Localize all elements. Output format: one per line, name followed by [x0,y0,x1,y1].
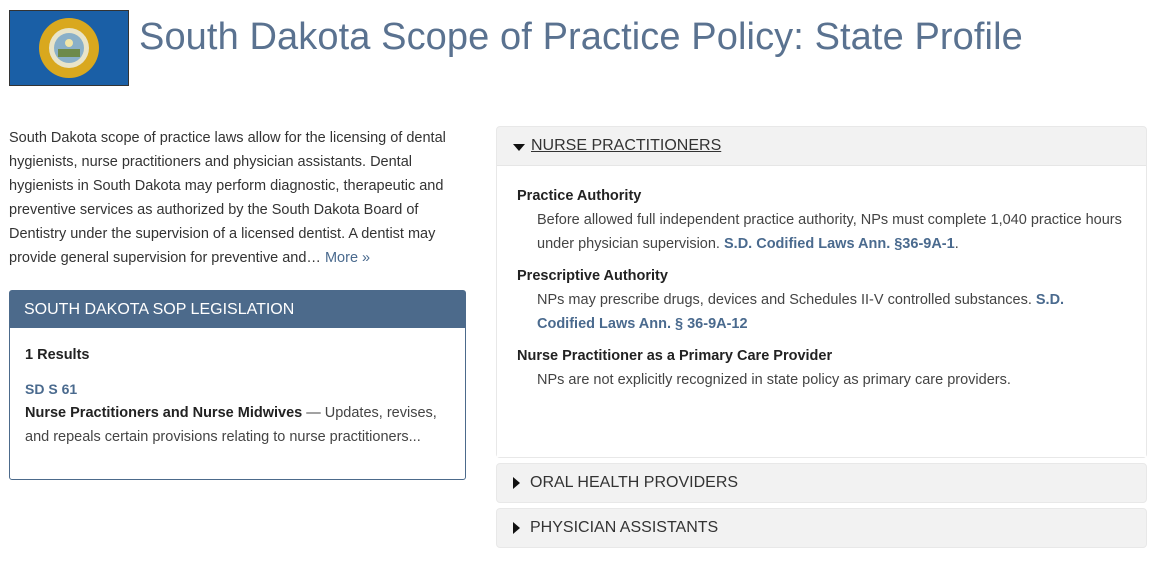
citation-link[interactable]: S.D. Codified Laws Ann. §36-9A-1 [724,236,955,252]
accordion-oral-health[interactable] [496,463,1147,503]
section-body: NPs are not explicitly recognized in state policy as primary care providers. [537,372,1011,388]
section-prescriptive-authority [517,268,1126,336]
caret-right-icon [513,522,520,534]
caret-down-icon [513,144,525,151]
legislation-panel [9,290,466,480]
accordion-toggle-physician-assistants[interactable] [497,509,1146,547]
accordion-label[interactable]: ORAL HEALTH PROVIDERS [530,474,739,491]
section-text [517,208,1126,256]
section-practice-authority [517,188,1126,256]
intro-paragraph [9,126,469,270]
accordion-nurse-practitioners [496,126,1147,458]
bill-description [25,401,450,449]
citation-link[interactable]: S.D. Codified Laws Ann. § 36-9A-12 [537,292,1065,332]
page-title: South Dakota Scope of Practice Policy: State Profile [139,16,1023,58]
section-body: Before allowed full independent practice authority, NPs must complete 1,040 practice hours under physician supervision. [537,212,1122,252]
state-flag-icon [9,10,129,86]
section-title: Practice Authority [517,188,642,204]
results-count: 1 Results [25,347,90,363]
bill-summary: — Updates, revises, and repeals certain provisions relating to nurse practitioners... [25,405,437,445]
caret-right-icon [513,477,520,489]
accordion-label[interactable]: NURSE PRACTITIONERS [531,137,722,154]
section-title: Nurse Practitioner as a Primary Care Provider [517,348,833,364]
accordion-content [497,165,1146,457]
section-text [517,288,1126,336]
intro-text: South Dakota scope of practice laws allow for the licensing of dental hygienists, nurse practitioners and physician assistants. Dental hygienists in South Dakota may perform diagnostic, therapeutic and preventive services as authorized by the South Dakota Board of Dentistry under the supervision of a licensed dentist. A dentist may provide general supervision for preventive and… [9,130,446,266]
section-text [517,368,1126,392]
section-after: . [954,236,959,252]
legislation-header: SOUTH DAKOTA SOP LEGISLATION [10,291,465,328]
accordion-toggle-oral-health[interactable] [497,464,1146,502]
section-primary-care [517,348,1126,392]
accordion-toggle-nurse-practitioners[interactable] [497,127,1146,165]
accordion-label[interactable]: PHYSICIAN ASSISTANTS [530,519,719,536]
bill-id-link[interactable]: SD S 61 [25,381,78,397]
section-title: Prescriptive Authority [517,268,668,284]
more-link[interactable]: More » [324,250,371,266]
bill-title: Nurse Practitioners and Nurse Midwives [25,405,303,421]
accordion-physician-assistants[interactable] [496,508,1147,548]
section-body: NPs may prescribe drugs, devices and Schedules II-V controlled substances. [537,292,1036,308]
